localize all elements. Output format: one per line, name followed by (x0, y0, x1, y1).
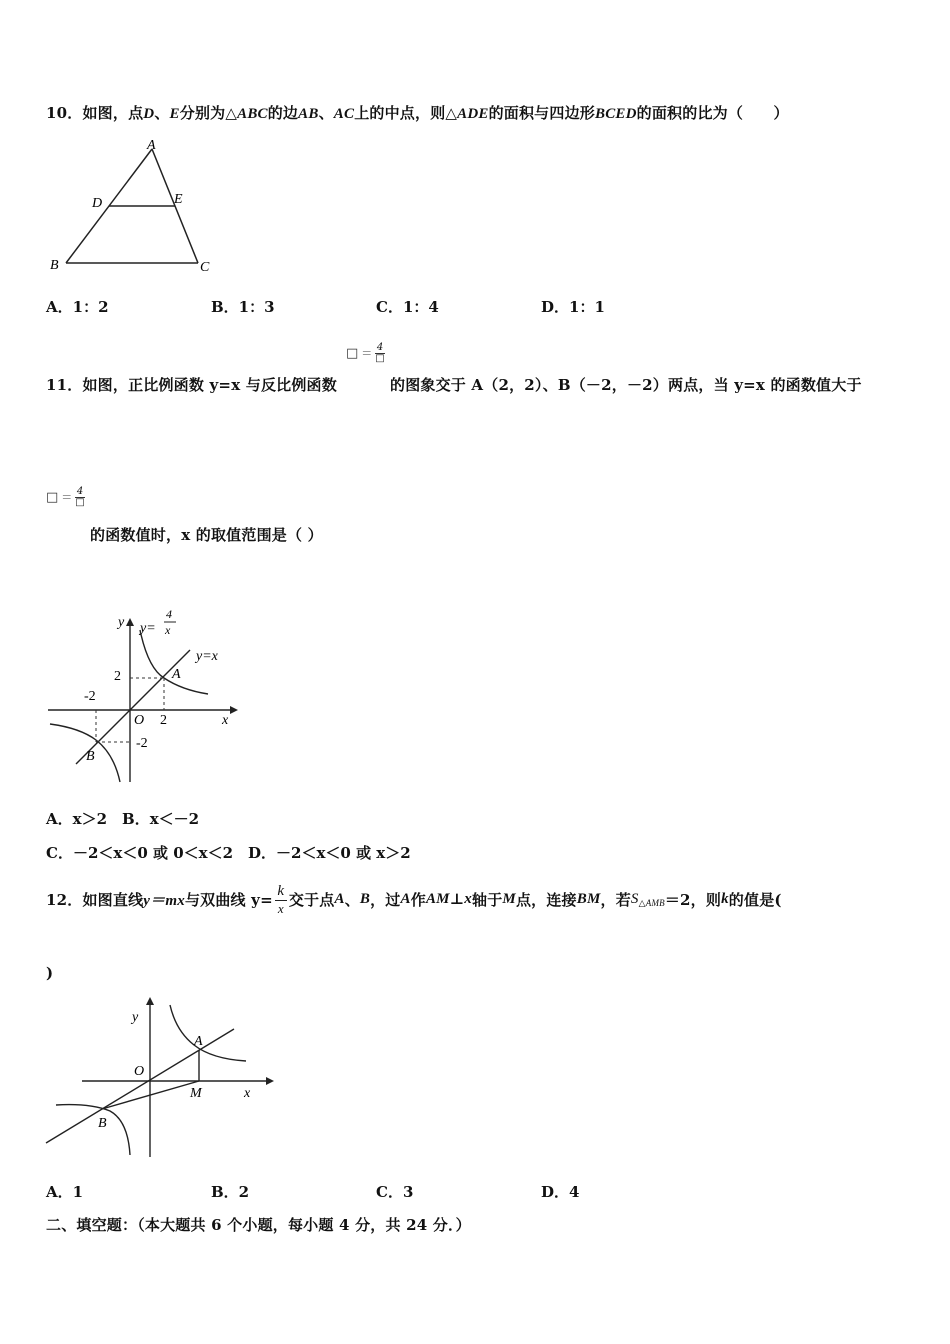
label-y-eq: y= (140, 621, 156, 636)
q11-fraction-bottom: $\frac{4}{□}$ (75, 485, 85, 508)
q11-stem-line1b: 的图象交于 A（2，2）、B（－2，－2）两点，当 y=x 的函数值大于 (390, 376, 862, 394)
label-x: x (244, 1086, 251, 1101)
q12-close-paren: ) (46, 964, 54, 982)
q12-option-d[interactable]: D．4 (541, 1183, 580, 1201)
q11-options-line1[interactable]: A．x＞2 B．x＜－2 (46, 810, 200, 828)
section2-title: 二、填空题：（本大题共 6 个小题，每小题 4 分，共 24 分．） (46, 1216, 471, 1234)
q11-formula-bottom: □ ＝ $\frac{4}{□}$ (46, 485, 85, 508)
label-neg-two-y: -2 (136, 736, 148, 751)
q11-formula-top: □ ＝ $\frac{4}{□}$ (346, 341, 385, 364)
label-neg-two-x: -2 (84, 689, 96, 704)
q10-option-c[interactable]: C．1：4 (376, 298, 439, 316)
label-y: y (132, 1010, 139, 1025)
q12-fraction-k-over-x: k x (275, 882, 287, 917)
label-b: B (50, 258, 59, 273)
y-axis-arrow (146, 997, 154, 1005)
label-frac-den: x (165, 623, 171, 637)
q10-triangle-figure (40, 135, 230, 280)
q11-fraction-top: $\frac{4}{□}$ (375, 341, 385, 364)
q12-graph-figure (40, 995, 280, 1165)
line-y-equals-mx (46, 1029, 234, 1143)
q10-option-d[interactable]: D．1：1 (541, 298, 605, 316)
q12-option-b[interactable]: B．2 (211, 1183, 250, 1201)
q11-graph-figure (44, 600, 244, 790)
label-a: A (147, 138, 156, 153)
y-axis-arrow (126, 618, 134, 626)
q12-stem: 12． 如图直线 y＝mx 与双曲线 y= k x 交于点 A 、 B ，过 A 作 AM ⊥ x 轴于 M 点，连接 BM ，若 S △AMB ＝2，则 k 的值是( (46, 882, 782, 916)
q12-option-c[interactable]: C．3 (376, 1183, 414, 1201)
label-e: E (174, 192, 183, 207)
hyperbola-branch-q3 (50, 724, 120, 782)
x-axis-arrow (230, 706, 238, 714)
x-axis-arrow (266, 1077, 274, 1085)
label-x: x (222, 713, 229, 728)
label-line-yx: y=x (196, 649, 218, 664)
label-two-x: 2 (160, 713, 167, 728)
q12-option-a[interactable]: A．1 (46, 1183, 84, 1201)
label-point-b: B (86, 749, 95, 764)
label-point-a: A (172, 667, 181, 682)
q11-stem-line1: 11．如图，正比例函数 y=x 与反比例函数 (46, 376, 337, 394)
label-two-y: 2 (114, 669, 121, 684)
q10-stem: 10．如图，点D、E分别为△ABC的边AB、AC上的中点，则△ADE的面积与四边形BCED的面积的比为（ ） (46, 104, 789, 122)
label-origin: O (134, 1064, 145, 1079)
label-d: D (92, 196, 103, 211)
q11-stem-line2: 的函数值时，x 的取值范围是（ ） (90, 526, 323, 544)
q11-options-line2[interactable]: C．－2＜x＜0 或 0＜x＜2 D．－2＜x＜0 或 x＞2 (46, 844, 411, 862)
label-origin: O (134, 713, 145, 728)
label-y: y (118, 615, 125, 630)
label-c: C (200, 260, 210, 275)
q10-option-b[interactable]: B．1：3 (211, 298, 275, 316)
label-point-b: B (98, 1116, 107, 1131)
hyperbola-branch-q1 (170, 1005, 246, 1061)
label-point-m: M (190, 1086, 202, 1101)
q10-option-a[interactable]: A．1：2 (46, 298, 109, 316)
label-point-a: A (194, 1034, 203, 1049)
label-frac-num: 4 (166, 607, 172, 621)
